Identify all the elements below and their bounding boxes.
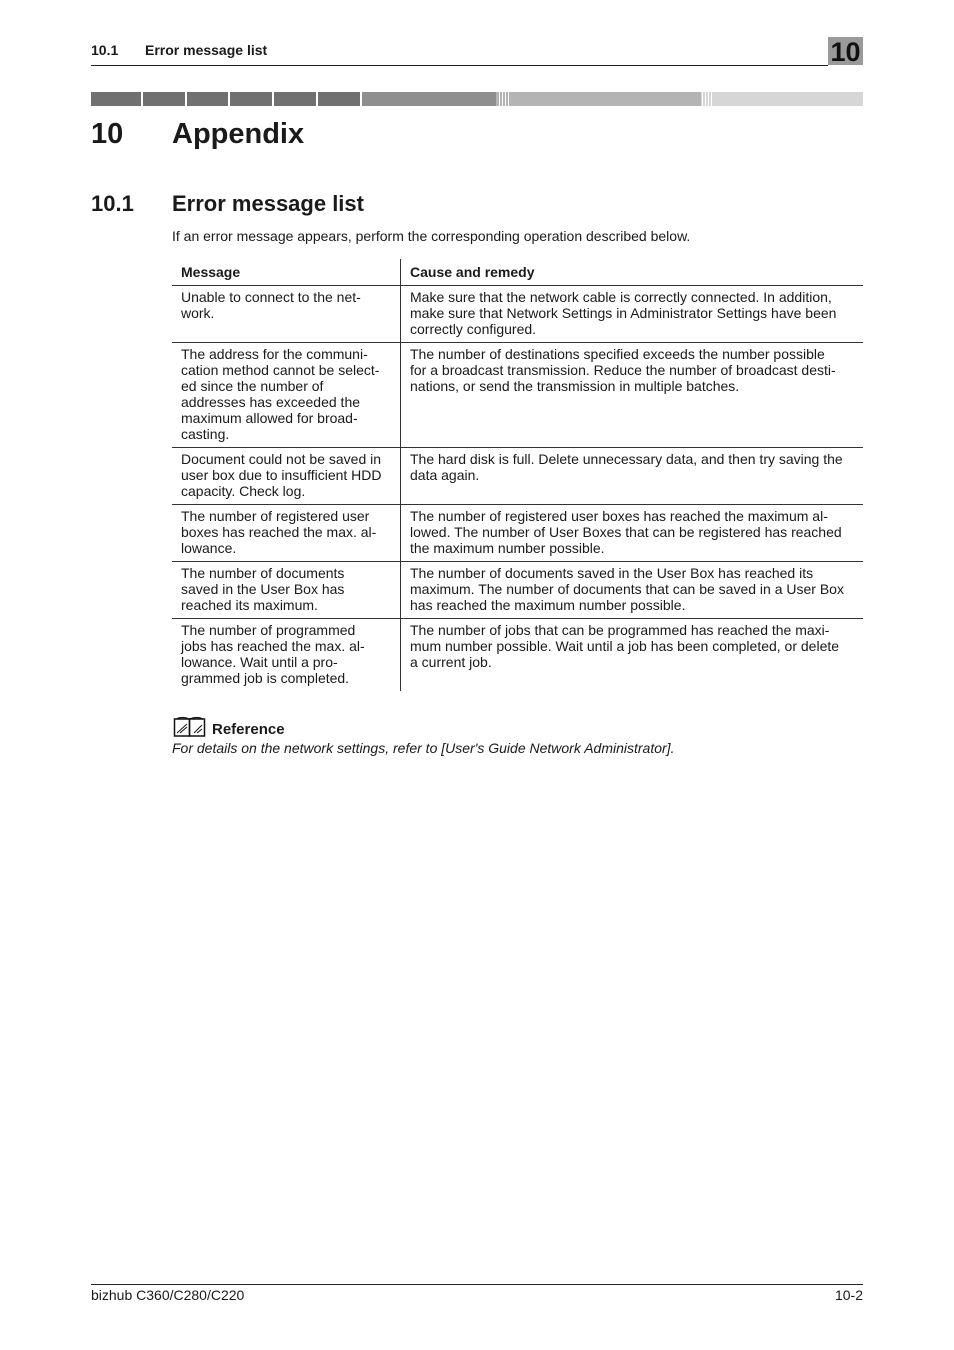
- table-row: [172, 562, 863, 619]
- cell-line: The number of programmed: [181, 622, 356, 638]
- book-icon: [173, 716, 206, 738]
- table-header-row: [172, 259, 863, 286]
- error-message-table: [172, 259, 863, 691]
- cell-line: The address for the communi-: [181, 346, 368, 362]
- chapter-number: 10: [91, 118, 124, 150]
- cell-line: The number of documents saved in the User Box has reached its: [410, 565, 814, 581]
- cell-line: The number of destinations specified exceeds the number possible: [410, 346, 825, 362]
- cell-line: casting.: [181, 426, 230, 442]
- message-cell: [172, 343, 401, 448]
- reference-title: Reference: [212, 721, 285, 738]
- column-header-cause-remedy: Cause and remedy: [401, 259, 864, 286]
- cell-line: capacity. Check log.: [181, 483, 306, 499]
- cell-line: a current job.: [410, 654, 492, 670]
- cell-line: reached its maximum.: [181, 597, 318, 613]
- header-section-title: Error message list: [145, 42, 268, 58]
- remedy-cell: [401, 619, 864, 692]
- chapter-badge: 10: [828, 37, 863, 65]
- footer-page-number: 10-2: [834, 1287, 863, 1303]
- cell-line: The number of registered user boxes has reached the maximum al-: [410, 508, 828, 524]
- intro-text: If an error message appears, perform the corresponding operation described below.: [172, 228, 691, 244]
- cell-line: The number of documents: [181, 565, 345, 581]
- table-row: [172, 343, 863, 448]
- table-row: [172, 448, 863, 505]
- table-row: [172, 286, 863, 343]
- table-row: [172, 505, 863, 562]
- cell-line: maximum. The number of documents that can be saved in a User Box: [410, 581, 844, 597]
- chapter-title: Appendix: [172, 118, 305, 150]
- cell-line: Unable to connect to the net-: [181, 289, 361, 305]
- table-row: [172, 619, 863, 692]
- cell-line: work.: [181, 305, 215, 321]
- cell-line: make sure that Network Settings in Administrator Settings have been: [410, 305, 837, 321]
- cell-line: user box due to insufficient HDD: [181, 467, 382, 483]
- column-header-message: Message: [172, 259, 401, 286]
- cell-line: Document could not be saved in: [181, 451, 382, 467]
- cell-line: nations, or send the transmission in multiple batches.: [410, 378, 740, 394]
- section-title: Error message list: [172, 191, 364, 216]
- cell-line: cation method cannot be select-: [181, 362, 380, 378]
- message-cell: [172, 562, 401, 619]
- message-cell: [172, 448, 401, 505]
- cell-line: ed since the number of: [181, 378, 324, 394]
- section-number: 10.1: [91, 191, 134, 216]
- cell-line: for a broadcast transmission. Reduce the number of broadcast desti-: [410, 362, 836, 378]
- cell-line: has reached the maximum number possible.: [410, 597, 686, 613]
- remedy-cell: [401, 505, 864, 562]
- cell-line: the maximum number possible.: [410, 540, 605, 556]
- header-section-number: 10.1: [91, 42, 119, 58]
- remedy-cell: [401, 562, 864, 619]
- cell-line: grammed job is completed.: [181, 670, 350, 686]
- cell-line: The hard disk is full. Delete unnecessary data, and then try saving the: [410, 451, 843, 467]
- message-cell: [172, 505, 401, 562]
- cell-line: saved in the User Box has: [181, 581, 345, 597]
- message-cell: [172, 286, 401, 343]
- cell-line: mum number possible. Wait until a job has been completed, or delete: [410, 638, 840, 654]
- cell-line: lowance.: [181, 540, 237, 556]
- footer-product: bizhub C360/C280/C220: [91, 1287, 245, 1303]
- header-rule: [91, 65, 828, 66]
- cell-line: Make sure that the network cable is correctly connected. In addition,: [410, 289, 832, 305]
- decorative-band: [91, 92, 863, 106]
- remedy-cell: [401, 286, 864, 343]
- cell-line: maximum allowed for broad-: [181, 410, 358, 426]
- cell-line: correctly configured.: [410, 321, 537, 337]
- cell-line: The number of registered user: [181, 508, 370, 524]
- cell-line: The number of jobs that can be programmed has reached the maxi-: [410, 622, 830, 638]
- cell-line: data again.: [410, 467, 480, 483]
- table-body: [172, 286, 863, 692]
- reference-text: For details on the network settings, refer to [User's Guide Network Administrator].: [172, 740, 675, 756]
- remedy-cell: [401, 448, 864, 505]
- message-cell: [172, 619, 401, 692]
- footer-rule: [91, 1284, 863, 1285]
- cell-line: lowance. Wait until a pro-: [181, 654, 338, 670]
- cell-line: addresses has exceeded the: [181, 394, 361, 410]
- cell-line: lowed. The number of User Boxes that can be registered has reached: [410, 524, 842, 540]
- remedy-cell: [401, 343, 864, 448]
- cell-line: jobs has reached the max. al-: [181, 638, 365, 654]
- cell-line: boxes has reached the max. al-: [181, 524, 377, 540]
